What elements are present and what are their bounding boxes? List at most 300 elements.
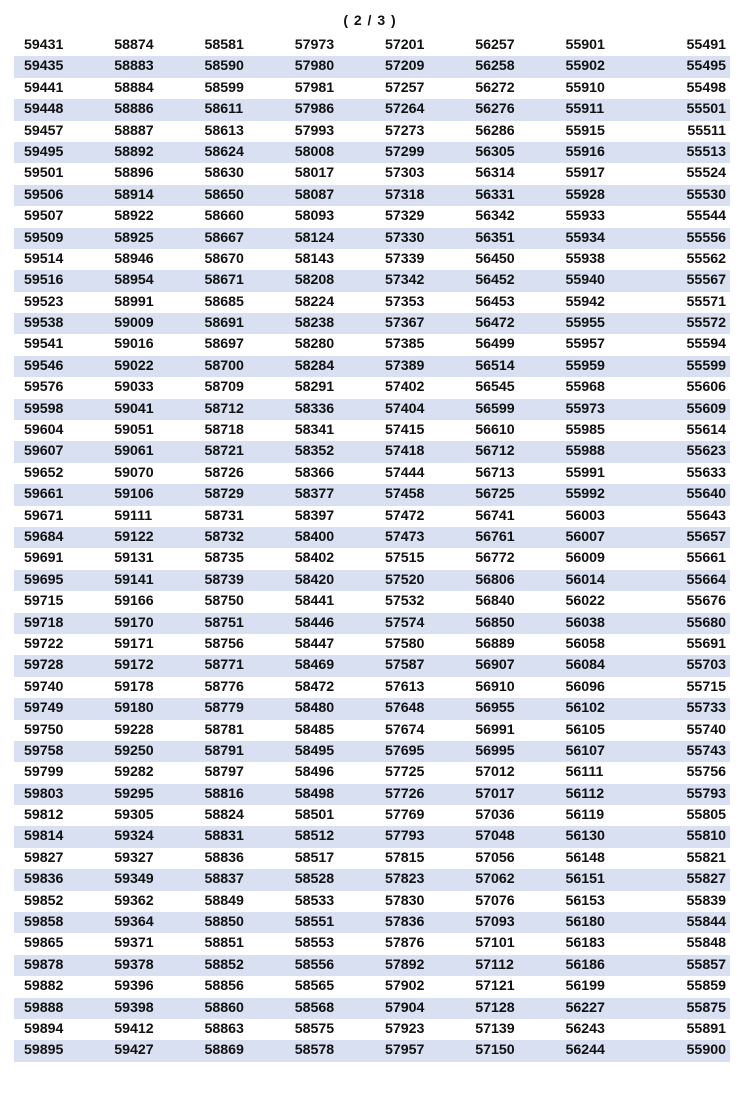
table-cell: 57580 [385,635,425,652]
table-cell: 59507 [24,208,64,225]
table-cell: 59041 [114,400,154,417]
table-cell: 57981 [294,79,335,96]
table-cell: 58017 [294,165,335,182]
table-cell: 57329 [385,208,425,225]
table-row [14,891,730,912]
table-cell: 57367 [385,315,425,332]
table-cell: 56499 [475,336,515,353]
table-cell: 59803 [24,785,64,802]
table-cell: 58485 [294,721,335,738]
table-cell: 58630 [204,165,244,182]
table-cell: 55942 [565,293,605,310]
table-cell: 55680 [686,614,726,631]
table-cell: 57101 [475,935,515,952]
table-cell: 58143 [294,250,335,267]
table-cell: 59814 [24,828,64,845]
table-cell: 58670 [204,250,244,267]
table-cell: 56227 [565,999,605,1016]
table-cell: 58599 [204,79,244,96]
table-cell: 58697 [204,336,244,353]
table-cell: 58341 [294,422,335,439]
table-cell: 56022 [565,593,605,610]
table-cell: 59398 [114,999,154,1016]
table-row [14,548,730,569]
table-cell: 58208 [294,272,335,289]
table-cell: 58914 [114,186,154,203]
table-cell: 59427 [114,1042,154,1059]
table-row [14,484,730,505]
table-cell: 58739 [204,571,244,588]
table-cell: 59362 [114,892,154,909]
table-cell: 56910 [475,678,515,695]
table-cell: 56183 [565,935,605,952]
table-cell: 55859 [686,978,726,995]
table-cell: 55793 [686,785,726,802]
table-cell: 59016 [114,336,154,353]
table-cell: 57836 [385,914,425,931]
table-row [14,570,730,591]
table-cell: 56130 [565,828,605,845]
table-cell: 57444 [385,464,425,481]
table-cell: 56276 [475,101,515,118]
table-cell: 55657 [686,528,726,545]
table-cell: 58611 [204,101,244,118]
table-cell: 57613 [385,678,425,695]
table-cell: 57980 [294,58,335,75]
table-cell: 55891 [686,1020,726,1037]
table-cell: 58671 [204,272,244,289]
table-cell: 58613 [204,122,244,139]
table-cell: 56244 [565,1042,605,1059]
table-cell: 58498 [294,785,335,802]
table-cell: 55511 [687,122,726,139]
table-cell: 59305 [114,807,154,824]
table-cell: 58718 [204,422,244,439]
table-cell: 57093 [475,914,515,931]
table-cell: 56243 [565,1020,605,1037]
table-cell: 59061 [114,443,154,460]
table-row [14,463,730,484]
table-cell: 57017 [475,785,515,802]
table-cell: 58087 [294,186,335,203]
table-cell: 59435 [24,58,64,75]
table-cell: 57695 [385,742,425,759]
table-cell: 56955 [475,700,515,717]
table-row [14,1019,730,1040]
table-cell: 56272 [475,79,515,96]
table-cell: 58852 [204,956,244,973]
table-cell: 59349 [114,871,154,888]
table-cell: 58533 [294,892,335,909]
table-cell: 55910 [565,79,605,96]
table-cell: 56725 [475,486,515,503]
table-cell: 55544 [686,208,726,225]
table-cell: 59364 [114,914,154,931]
table-cell: 59106 [114,486,154,503]
table-cell: 55661 [686,550,726,567]
table-cell: 58495 [294,742,335,759]
table-cell: 58556 [294,956,335,973]
table-cell: 59684 [24,528,64,545]
table-row [14,826,730,847]
table-row [14,1040,730,1061]
table-cell: 58850 [204,914,244,931]
table-cell: 57128 [475,999,515,1016]
table-cell: 56286 [475,122,515,139]
table-cell: 57299 [385,143,425,160]
table-cell: 58568 [294,999,335,1016]
table-cell: 55848 [686,935,726,952]
table-cell: 58581 [204,37,244,53]
table-row [14,377,730,398]
table-cell: 55691 [686,635,726,652]
table-cell: 59661 [24,486,64,503]
table-cell: 56153 [565,892,605,909]
table-cell: 59541 [24,336,64,353]
table-cell: 59740 [24,678,64,695]
table-cell: 57904 [385,999,425,1016]
table-cell: 56741 [475,507,515,524]
table-cell: 56991 [475,721,515,738]
table-cell: 55915 [565,122,605,139]
table-cell: 55733 [686,700,726,717]
table-cell: 59178 [114,678,154,695]
table-row [14,955,730,976]
table-cell: 57892 [385,956,425,973]
table-cell: 57823 [385,871,425,888]
table-cell: 59371 [114,935,154,952]
table-cell: 58922 [114,208,154,225]
table-cell: 58446 [294,614,335,631]
table-cell: 55805 [686,807,726,824]
table-cell: 58851 [204,935,244,952]
page-number-label: ( 2 / 3 ) [343,12,397,28]
table-cell: 55844 [686,914,726,931]
table-cell: 55572 [686,315,726,332]
table-cell: 57012 [475,764,515,781]
table-cell: 55810 [686,828,726,845]
table-cell: 59652 [24,464,64,481]
table-cell: 56452 [475,272,515,289]
table-cell: 57473 [385,528,425,545]
table-cell: 57986 [294,101,335,118]
table-row [14,677,730,698]
table-cell: 57389 [385,357,425,374]
table-cell: 56038 [565,614,605,631]
table-cell: 58700 [204,357,244,374]
table-cell: 59295 [114,785,154,802]
table-cell: 58883 [114,58,154,75]
table-cell: 59671 [24,507,64,524]
table-row [14,356,730,377]
table-cell: 57339 [385,250,425,267]
table-cell: 59441 [24,79,64,96]
table-cell: 59228 [114,721,154,738]
table-cell: 59170 [114,614,154,631]
table-cell: 55740 [686,721,726,738]
table-cell: 58779 [204,700,244,717]
table-cell: 55609 [686,400,726,417]
table-cell: 56889 [475,635,515,652]
table-cell: 56186 [565,956,605,973]
table-cell: 59282 [114,764,154,781]
table-cell: 59250 [114,742,154,759]
table-cell: 58590 [204,58,244,75]
table-cell: 55530 [686,186,726,203]
table-cell: 56009 [565,550,605,567]
table-cell: 56331 [475,186,515,203]
table-cell: 56772 [475,550,515,567]
table-cell: 56111 [565,764,604,781]
table-row [14,313,730,334]
table-cell: 55875 [686,999,726,1016]
table-row [14,784,730,805]
table-cell: 58685 [204,293,244,310]
table-cell: 59888 [24,999,64,1016]
table-row [14,613,730,634]
table-cell: 59516 [24,272,64,289]
table-cell: 58925 [114,229,154,246]
table-cell: 57957 [385,1042,425,1059]
table-cell: 55703 [686,657,726,674]
table-cell: 59166 [114,593,154,610]
table-cell: 58856 [204,978,244,995]
table-cell: 59858 [24,914,64,931]
table-cell: 55495 [686,58,726,75]
table-cell: 59728 [24,657,64,674]
table-cell: 55756 [686,764,726,781]
table-cell: 55594 [686,336,726,353]
table-row [14,527,730,548]
table-cell: 55857 [686,956,726,973]
table-cell: 55556 [686,229,726,246]
table-cell: 57418 [385,443,425,460]
table-cell: 56105 [565,721,605,738]
table-cell: 59836 [24,871,64,888]
table-cell: 56840 [475,593,515,610]
table-cell: 56472 [475,315,515,332]
table-cell: 58124 [294,229,335,246]
table-cell: 58756 [204,635,244,652]
table-cell: 55599 [686,357,726,374]
table-cell: 58551 [294,914,335,931]
table-row [14,976,730,997]
table-cell: 59865 [24,935,64,952]
table-row [14,249,730,270]
table-cell: 57303 [385,165,425,182]
table-cell: 55928 [565,186,605,203]
table-cell: 57076 [475,892,515,909]
table-cell: 57587 [385,657,425,674]
table-row [14,399,730,420]
table-row [14,741,730,762]
table-cell: 55900 [686,1042,726,1059]
table-cell: 57385 [385,336,425,353]
table-cell: 58238 [294,315,335,332]
table-row [14,185,730,206]
table-cell: 55676 [686,593,726,610]
table-cell: 59750 [24,721,64,738]
table-cell: 55827 [686,871,726,888]
table-cell: 58624 [204,143,244,160]
table-cell: 57574 [385,614,425,631]
table-cell: 59895 [24,1042,64,1059]
table-cell: 58578 [294,1042,335,1059]
table-cell: 58781 [204,721,244,738]
table-cell: 56314 [475,165,515,182]
table-cell: 55743 [686,742,726,759]
table-cell: 55633 [686,464,726,481]
table-cell: 59749 [24,700,64,717]
table-cell: 55821 [686,849,726,866]
table-cell: 56180 [565,914,605,931]
table-cell: 56199 [565,978,605,995]
table-cell: 55917 [565,165,605,182]
table-cell: 56084 [565,657,605,674]
table-cell: 58441 [294,593,335,610]
table-cell: 55968 [565,379,605,396]
table-cell: 59799 [24,764,64,781]
table-cell: 55571 [686,293,726,310]
table-cell: 58824 [204,807,244,824]
table-cell: 59172 [114,657,154,674]
table-cell: 57674 [385,721,425,738]
table-cell: 59607 [24,443,64,460]
table-cell: 57056 [475,849,515,866]
table-cell: 59514 [24,250,64,267]
table-cell: 56258 [475,58,515,75]
table-cell: 55839 [686,892,726,909]
table-cell: 55498 [686,79,726,96]
table-row [14,35,730,56]
table-cell: 56342 [475,208,515,225]
table-cell: 57048 [475,828,515,845]
table-cell: 59827 [24,849,64,866]
table-row [14,270,730,291]
table-cell: 58512 [294,828,335,845]
table-cell: 58575 [294,1020,335,1037]
table-cell: 56305 [475,143,515,160]
table-cell: 59448 [24,101,64,118]
table-cell: 58874 [114,37,154,53]
table-cell: 56806 [475,571,515,588]
table-cell: 59070 [114,464,154,481]
table-cell: 57318 [385,186,425,203]
table-cell: 57902 [385,978,425,995]
table-cell: 59378 [114,956,154,973]
table-cell: 59324 [114,828,154,845]
table-cell: 58735 [204,550,244,567]
table-row [14,441,730,462]
table-row [14,206,730,227]
table-cell: 59509 [24,229,64,246]
table-cell: 58991 [114,293,154,310]
table-cell: 55567 [686,272,726,289]
table-cell: 55643 [686,507,726,524]
table-cell: 57458 [385,486,425,503]
table-cell: 58709 [204,379,244,396]
table-cell: 56119 [565,807,605,824]
table-cell: 58849 [204,892,244,909]
table-cell: 57532 [385,593,425,610]
table-cell: 58447 [294,635,335,652]
table-row [14,334,730,355]
table-cell: 58791 [204,742,244,759]
table-cell: 58660 [204,208,244,225]
table-cell: 55992 [565,486,605,503]
table-cell: 58553 [294,935,335,952]
table-cell: 57993 [294,122,335,139]
table-cell: 57726 [385,785,425,802]
table-cell: 57973 [294,37,335,53]
table-cell: 58565 [294,978,335,995]
table-cell: 58667 [204,229,244,246]
table-cell: 59009 [114,315,154,332]
table-cell: 58869 [204,1042,244,1059]
table-cell: 57648 [385,700,425,717]
table-cell: 58008 [294,143,335,160]
table-cell: 55606 [686,379,726,396]
table-cell: 58836 [204,849,244,866]
table-cell: 59022 [114,357,154,374]
table-row [14,420,730,441]
table-cell: 55938 [565,250,605,267]
table-cell: 59852 [24,892,64,909]
table-cell: 59171 [114,635,154,652]
table-cell: 57209 [385,58,425,75]
table-cell: 59718 [24,614,64,631]
table-cell: 57062 [475,871,515,888]
table-row [14,848,730,869]
table-row [14,292,730,313]
table-cell: 57830 [385,892,425,909]
table-cell: 58712 [204,400,244,417]
table-cell: 59396 [114,978,154,995]
table-cell: 55623 [686,443,726,460]
table-cell: 59495 [24,143,64,160]
table-cell: 57769 [385,807,425,824]
table-cell: 58946 [114,250,154,267]
table-cell: 58776 [204,678,244,695]
table-cell: 59604 [24,422,64,439]
table-cell: 58892 [114,143,154,160]
table-cell: 59457 [24,122,64,139]
table-cell: 57876 [385,935,425,952]
table-cell: 57404 [385,400,425,417]
table-cell: 55901 [565,37,605,53]
table-row [14,698,730,719]
table-row [14,591,730,612]
table-cell: 55985 [565,422,605,439]
table-cell: 58336 [294,400,335,417]
table-cell: 57139 [475,1020,515,1037]
table-cell: 59431 [24,37,64,53]
table-cell: 55562 [686,250,726,267]
table-cell: 57815 [385,849,425,866]
table-cell: 58650 [204,186,244,203]
table-cell: 59715 [24,593,64,610]
table-cell: 55991 [565,464,605,481]
table-cell: 58837 [204,871,244,888]
table-cell: 58397 [294,507,335,524]
table-row [14,228,730,249]
table-cell: 57201 [385,37,425,53]
table-cell: 58284 [294,357,335,374]
table-row [14,912,730,933]
table-cell: 57150 [475,1042,515,1059]
table-cell: 58750 [204,593,244,610]
table-cell: 57121 [475,978,515,995]
